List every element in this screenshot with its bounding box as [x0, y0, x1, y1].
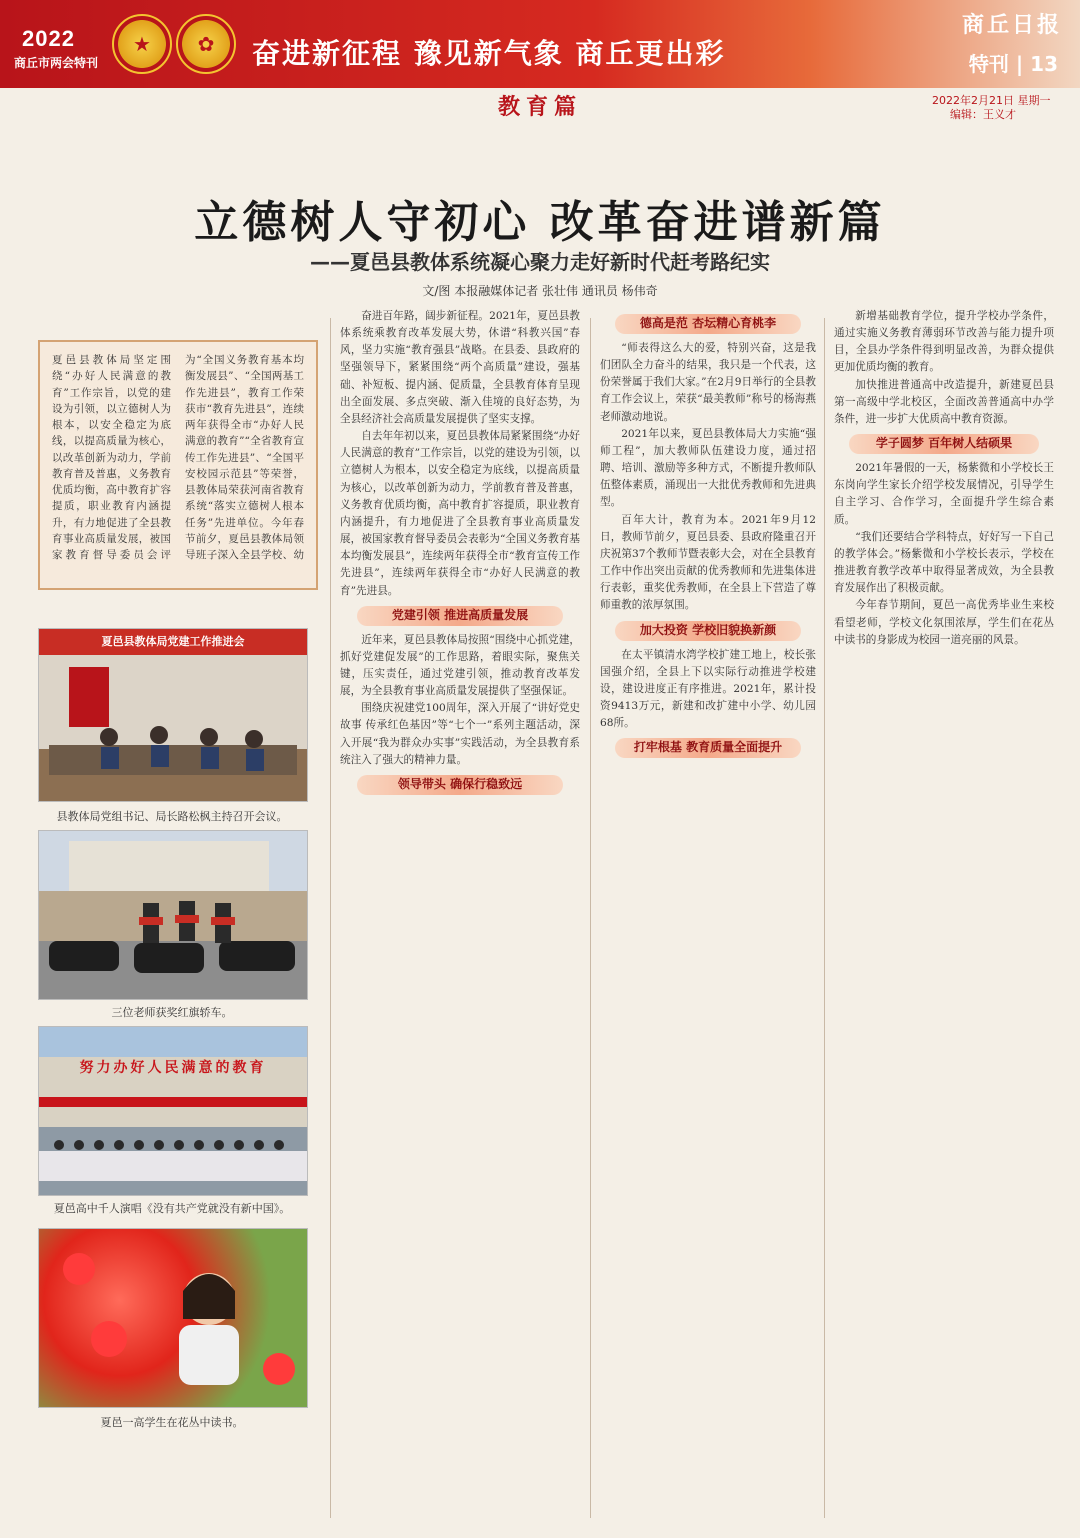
- subsection-heading: 加大投资 学校旧貌换新颜: [615, 621, 801, 641]
- photo-cars: [38, 830, 308, 1000]
- paragraph: 今年春节期间，夏邑一高优秀毕业生来校看望老师，学校文化氛围浓厚，学生们在花丛中读书的身影成为校园一道亮丽的风景。: [834, 599, 1054, 646]
- column-divider: [590, 318, 591, 1518]
- section-title: 教育篇: [497, 94, 582, 120]
- header-banner: [0, 0, 1080, 88]
- photo-choir: [38, 1026, 308, 1196]
- page-number: 13: [1030, 52, 1058, 76]
- national-emblem-icon: ★: [112, 14, 172, 74]
- paragraph: 2021年以来，夏邑县教体局大力实施“强师工程”，加大教师队伍建设力度，通过招聘、培训、激励等多种方式，不断提升教师队伍整体素质，涌现出一大批优秀教师和先进典型。: [600, 427, 816, 509]
- paragraph: “我们还要结合学科特点，好好写一下自己的教学体会。”杨紫微和小学校长表示，学校在推进教育教学改革中取得显著成效，为全县教育发展作出了积极贡献。: [834, 530, 1054, 595]
- photo-caption-2: 三位老师获奖红旗轿车。: [111, 1006, 233, 1019]
- special-page-label: 特刊 | 13: [968, 52, 1058, 76]
- photo-caption-4: 夏邑一高学生在花丛中读书。: [100, 1416, 244, 1429]
- paragraph: 新增基础教育学位，提升学校办学条件，通过实施义务教育薄弱环节改善与能力提升项目，全县办学条件得到明显改善，为群众提供更加优质均衡的教育。: [834, 310, 1054, 374]
- paragraph: 近年来，夏邑县教体局按照“围绕中心抓党建，抓好党建促发展”的工作思路，着眼实际，聚焦关键，压实责任，通过党建引领，推动教育改革发展，为全县教育事业高质量发展提供了坚强保证。: [340, 633, 580, 698]
- photo-meeting: [38, 628, 308, 802]
- article-column-1: [340, 308, 580, 1508]
- student-scene: [39, 1229, 307, 1407]
- article-byline: 文/图 本报融媒体记者 张壮伟 通讯员 杨伟奇: [422, 284, 658, 298]
- paragraph: 2021年暑假的一天，杨紫微和小学校长王东岗向学生家长介绍学校发展情况，引导学生自主学习、合作学习，全面提升学生综合素质。: [834, 462, 1054, 526]
- paragraph: 加快推进普通高中改造提升，新建夏邑县第一高级中学北校区，全面改善普通高中办学条件，进一步扩大优质高中教育资源。: [834, 378, 1054, 425]
- subsection-heading: 打牢根基 教育质量全面提升: [615, 738, 801, 758]
- photo-caption-1: 县教体局党组书记、局长路松枫主持召开会议。: [56, 810, 288, 823]
- cars-scene: [39, 831, 307, 999]
- subsection-heading: 学子圆梦 百年树人结硕果: [849, 434, 1038, 454]
- paragraph: 在太平镇清水湾学校扩建工地上，校长张国强介绍，全县上下以实际行动推进学校建设，建设进度正有序推进。2021年，累计投资9413万元，新建和改扩建中小学、幼儿园68所。: [600, 648, 816, 730]
- article-column-3: [834, 308, 1054, 1508]
- paper-name: 商丘日报: [961, 12, 1062, 38]
- subsection-heading: 德高是范 杏坛精心育桃李: [615, 314, 801, 334]
- editor-line: 编辑：王义才: [950, 108, 1016, 121]
- photo-meeting-banner: 夏邑县教体局党建工作推进会: [101, 635, 245, 648]
- date-line: 2022年2月21日 星期一: [932, 94, 1051, 107]
- photo-student: [38, 1228, 308, 1408]
- subsection-heading: 党建引领 推进高质量发展: [357, 606, 563, 626]
- intro-box: 夏邑县教体局坚定围绕“办好人民满意的教育”工作宗旨，以党的建设为引领，以立德树人为根本，以安全稳定为底线，以提高质量为核心，以改革创新为动力，学前教育普及普惠，义务教育优质均衡，高中教育扩容提质，职业教育内涵提升，有力地促进了全县教育事业高质量发展，被国家教育督导委员会评为“全国义务教育基本均衡发展县”、“全国两基工作先进县”，教育工作荣获市“教育先进县”，连续两年获得全市“办好人民满意的教育”“全省教育宣传工作先进县”、“全国平安校园示范县”等荣誉，县教体局荣获河南省教育系统“落实立德树人根本任务”先进单位。今年春节前夕，夏邑县教体局领导班子深入全县学校、幼: [38, 340, 318, 590]
- choir-scene: [39, 1027, 307, 1195]
- column-divider: [330, 318, 331, 1518]
- subsection-heading: 领导带头 确保行稳致远: [357, 775, 563, 795]
- photo-caption-3: 夏邑高中千人演唱《没有共产党就没有新中国》。: [53, 1202, 291, 1215]
- paragraph: 百年大计，教育为本。2021年9月12日，教师节前夕，夏邑县委、县政府隆重召开庆祝第37个教师节暨表彰大会，对在全县教育工作中作出突出贡献的优秀教师和先进集体进行表彰，重奖优秀教师，在全县上下营造了尊师重教的浓厚氛围。: [600, 513, 816, 612]
- article-column-2: [600, 308, 816, 1508]
- paragraph: 围绕庆祝建党100周年，深入开展了“讲好党史故事 传承红色基因”等“七个一”系列主题活动，深入开展“我为群众办实事”实践活动，为全县教育系统注入了强大的精神力量。: [340, 702, 580, 766]
- paragraph: 自去年年初以来，夏邑县教体局紧紧围绕“办好人民满意的教育”工作宗旨，以党的建设为引领，以立德树人为根本，以安全稳定为底线，以提高质量为核心，以改革创新为动力，学前教育普及普惠，义务教育优质均衡，高中教育扩容提质，职业教育内涵提升，有力地促进了全县教育事业高质量发展，被国家教育督导委员会表彰为“全国义务教育基本均衡发展县”，连续两年获得全市“教育宣传工作先进县”，连续两年获得全市“办好人民满意的教育”先进县。: [340, 430, 580, 597]
- article-title: 立德树人守初心 改革奋进谱新篇: [194, 197, 886, 248]
- cppcc-emblem-icon: ✿: [176, 14, 236, 74]
- paragraph: 奋进百年路，阔步新征程。2021年，夏邑县教体系统乘教育改革发展大势，休谱“科教兴国”春风，坚力实施“教育强县”战略。在县委、县政府的坚强领导下，紧紧围绕“两个高质量”建设，强基础、补短板、提内涵、促质量，全县教育体育呈现出全面发展、多点突破、渐入佳境的良好态势，为全县经济社会高质量发展提供了坚实支撑。: [340, 310, 580, 425]
- event-label: 商丘市两会特刊: [14, 56, 99, 70]
- paragraph: “师表得这么大的爱，特别兴奋，这是我们团队全力奋斗的结果，我只是一个代表，这份荣誉属于我们大家。”在2月9日举行的全县教育工作会议上，荣获“最美教师”称号的杨海燕老师激动地说。: [600, 342, 816, 423]
- meeting-scene: [39, 655, 307, 801]
- year-label: 2022: [22, 26, 75, 51]
- slogan: 奋进新征程 豫见新气象 商丘更出彩: [252, 37, 726, 70]
- photo-choir-banner: 努力办好人民满意的教育: [79, 1060, 267, 1076]
- column-divider: [824, 318, 825, 1518]
- article-subtitle: ——夏邑县教体系统凝心聚力走好新时代赶考路纪实: [310, 250, 770, 274]
